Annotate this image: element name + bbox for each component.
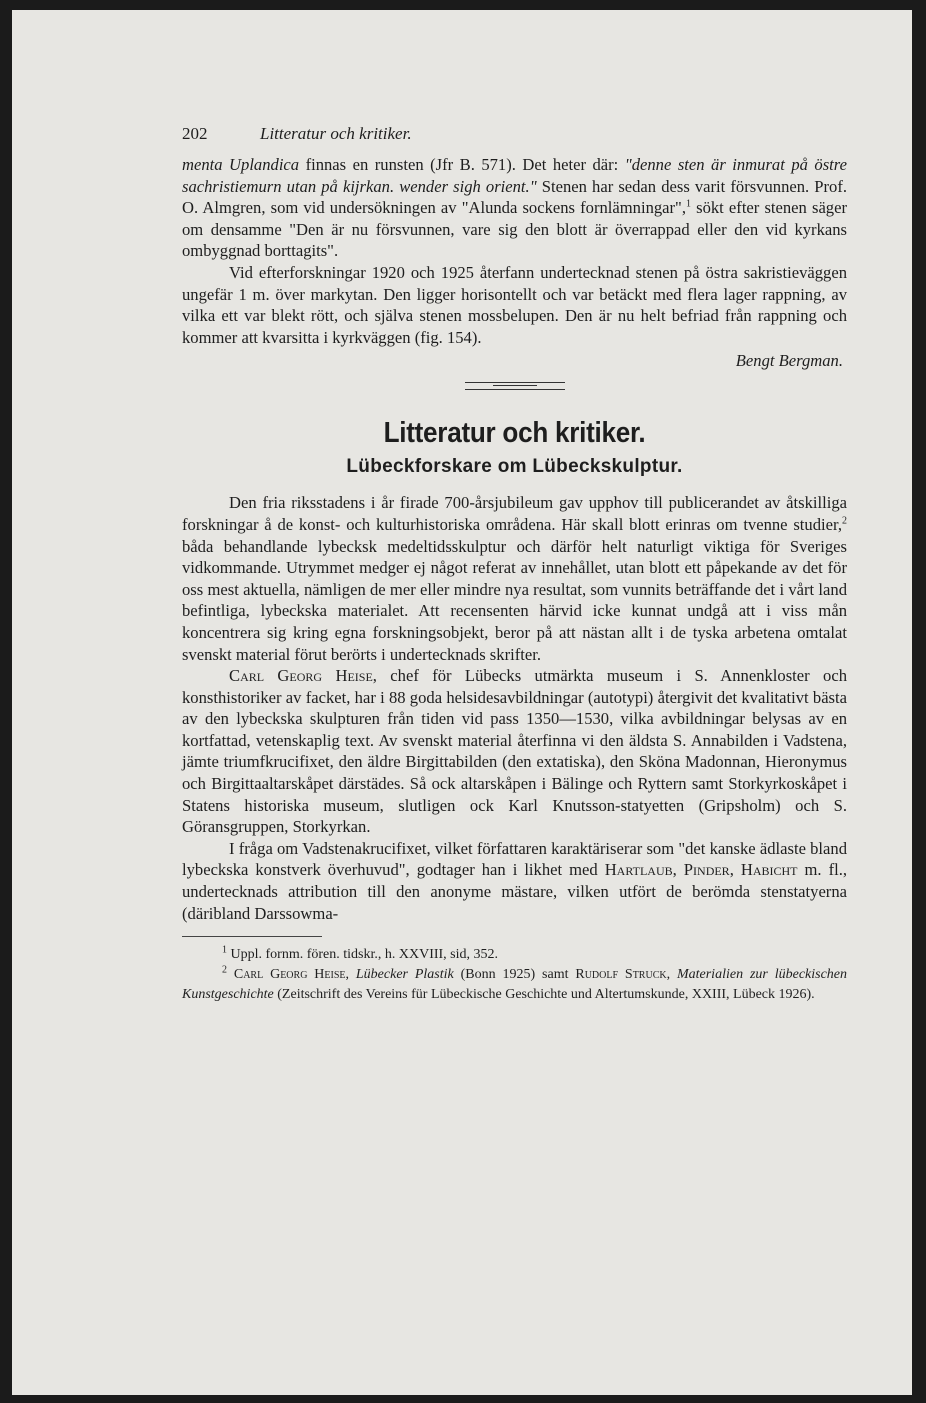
scanned-page	[12, 10, 912, 1395]
article-title: Lübeckforskare om Lübeckskulptur.	[346, 456, 683, 478]
footnote-1: $^1$ Uppl. fornm. fören. tidskr., h. XXVIII, sid, 352.	[222, 944, 499, 963]
footnote-rule	[182, 936, 322, 937]
footnote-2: $^2$ Carl Georg Heise, Lübecker Plastik (Bonn 1925) samt Rudolf Struck, Materialien zur lübeckischen Kunstgeschichte (Zeitschrift des Vereins für Lübeckische Geschichte und Altertumskunde, XXIII, Lübeck 1926).	[182, 964, 848, 1003]
page-number: 202	[182, 124, 208, 143]
footnote-ref-2: 2	[842, 515, 847, 527]
author-signature: Bengt Bergman.	[735, 351, 843, 371]
section-divider	[182, 382, 847, 390]
article-paragraph-3: I fråga om Vadstenakrucifixet, vilket författaren karaktäriserar som "det kanske ädlaste bland lybeckska konstverk överhuvud", godtager han i likhet med Hartlaub, Pinder, Habicht m. fl., undertecknads attribution till den anonyme mästare, vilken utfört de berömda stenstatyerna (däribland Darssowma-	[182, 838, 848, 923]
footnote-ref-1: 1	[685, 198, 691, 210]
author-name: Carl Georg Heise	[229, 666, 373, 686]
prev-article-paragraph-2: Vid efterforskningar 1920 och 1925 återfann undertecknad stenen på östra sakristieväggen ungefär 1 m. över markytan. Den ligger horisontellt och var betäckt med flera lager rappning, av vilka ett var blekt rött, och själva stenen mossbelupen. Den är nu helt befriad från rappning och kommer att kvarsitta i kyrkväggen (fig. 154).	[182, 262, 847, 347]
running-head	[182, 124, 847, 154]
running-title: Litteratur och kritiker.	[260, 124, 412, 143]
article-paragraph-1: Den fria riksstadens i år firade 700-årsjubileum gav upphov till publicerandet av åtskilliga forskningar å de konst- och kulturhistoriska områdena. Här skall blott erinras om tvenne studier,$^2$ båda behandlande lybecksk medeltidsskulptur och därför helt naturligt viktiga för Sveriges vidkommande. Utrymmet medger ej något referat av innehållet, utan blott ett påpekande av det för oss mest aktuella, nämligen de mer eller mindre nya resultat, som vunnits beträffande det i vårt land befintliga, lybeckska materialet. Att recensenten härvid icke kunnat undgå att i viss mån koncentrera sig kring egna forskningsobjekt, beror på att nästan allt i de tyska arbetena omtalat svenskt material förut berörts i undertecknads skrifter.	[182, 493, 847, 664]
section-title: Litteratur och kritiker.	[383, 417, 646, 450]
article-paragraph-2: Carl Georg Heise, chef för Lübecks utmärkta museum i S. Annenkloster och konsthistoriker av facket, har i 88 goda helsidesavbildningar (autotypi) återgivit det kvalitativt bästa av den lybeckska skulpturen från tiden vid pass 1350—1530, vilka avbildningar belysas av en kortfattad, vetenskaplig text. Av svenskt material återfinna vi den äldsta S. Annabilden i Vadstena, jämte triumfkrucifixet, den äldre Birgittabilden (den extatiska), den Sköna Madonnan, Hieronymus och Birgittaaltarskåpet därstädes. Så ock altarskåpen i Bälinge och Ryttern samt Storkyrkoskåpet i Statens historiska museum, slutligen ock Karl Knutsson-statyetten (Gripsholm) och S. Göransgruppen, Storkyrkan.	[182, 666, 848, 837]
page-content	[182, 124, 847, 1005]
prev-article-paragraph-1: menta Uplandica finnas en runsten (Jfr B. 571). Det heter där: "denne sten är inmurat på östre sachristiemurn utan på kijrkan. wender sigh orient." Stenen har sedan dess varit försvunnen. Prof. O. Almgren, som vid undersökningen av "Alunda sockens fornlämningar",$^1$ sökt efter stenen säger om densamme "Den är nu försvunnen, vare sig den blott är överrappad eller den vid kyrkans ombyggnad borttagits".	[182, 155, 848, 261]
